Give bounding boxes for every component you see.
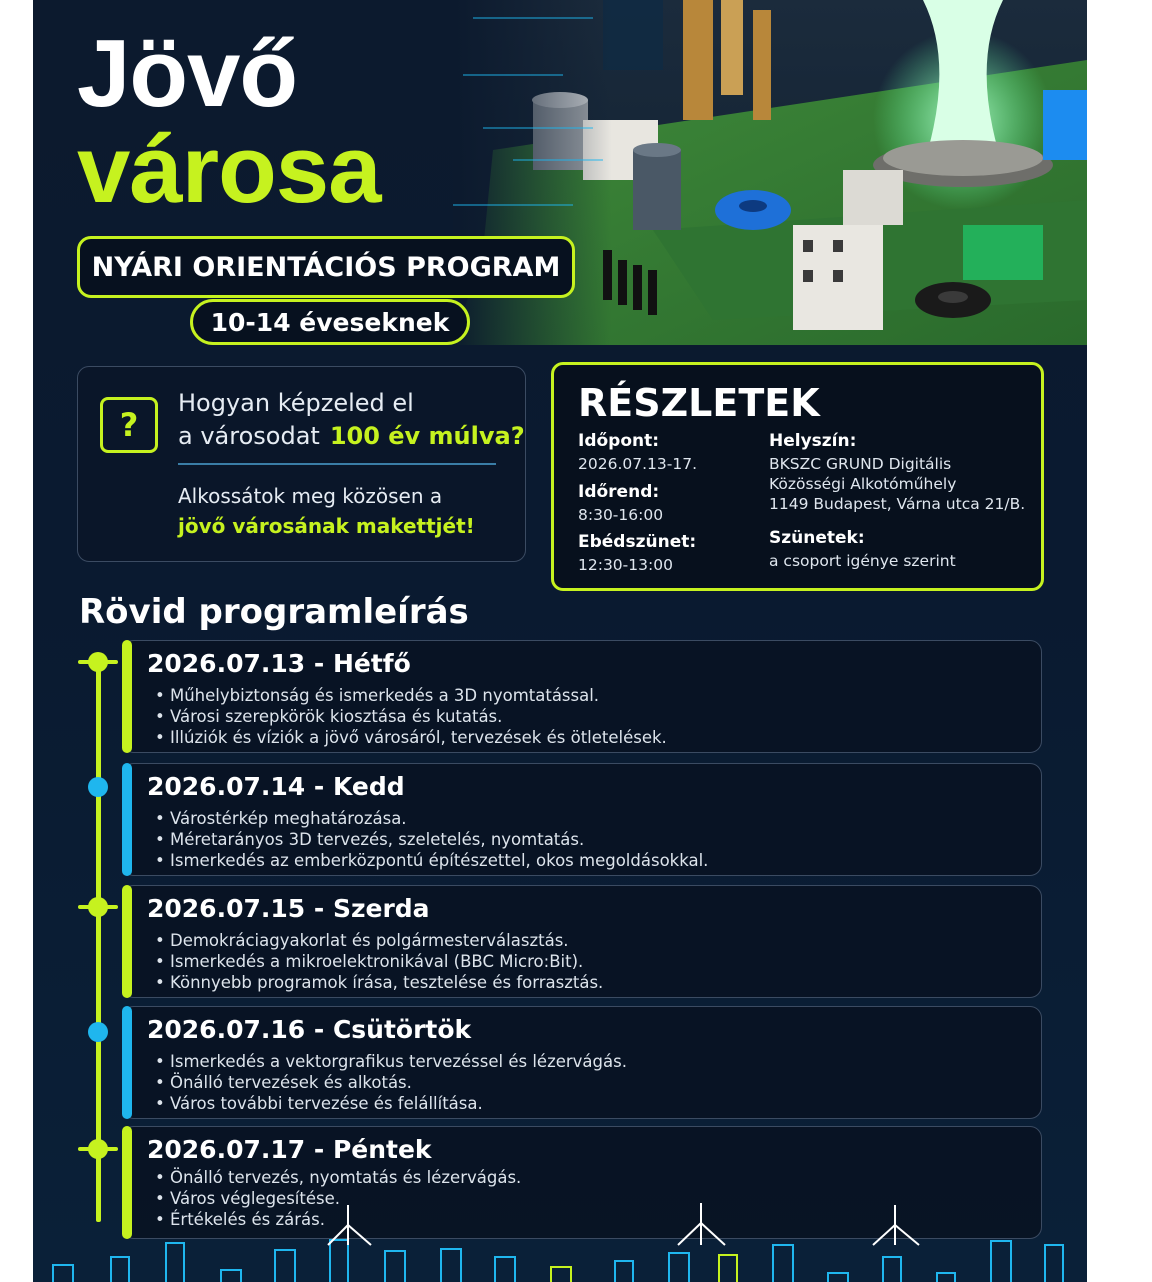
day-title: 2026.07.13 - Hétfő	[147, 649, 411, 678]
details-box	[551, 362, 1044, 591]
day-accent-bar	[122, 763, 132, 876]
list-item: • Méretarányos 3D tervezés, szeletelés, nyomtatás.	[155, 829, 708, 850]
day-title: 2026.07.14 - Kedd	[147, 772, 405, 801]
list-item: • Várostérkép meghatározása.	[155, 808, 708, 829]
list-item: • Város véglegesítése.	[155, 1188, 521, 1209]
day-item-list	[155, 808, 708, 871]
title-line-1: Jövő	[77, 20, 298, 127]
program-label-badge: NYÁRI ORIENTÁCIÓS PROGRAM	[77, 236, 575, 298]
poster	[33, 0, 1087, 1282]
day-item-list	[155, 930, 603, 993]
program-section-title: Rövid programleírás	[79, 592, 469, 632]
question-divider	[178, 463, 496, 465]
day-item-list	[155, 685, 667, 748]
question-line-4: jövő városának makettjét!	[178, 514, 475, 538]
list-item: • Önálló tervezés, nyomtatás és lézervágás.	[155, 1167, 521, 1188]
timeline-dot	[88, 897, 108, 917]
list-item: • Városi szerepkörök kiosztása és kutatás.	[155, 706, 667, 727]
location-line-3: 1149 Budapest, Várna utca 21/B.	[769, 495, 1026, 513]
location-line-2: Közösségi Alkotóműhely	[769, 475, 957, 493]
timeline-dot	[88, 777, 108, 797]
day-title: 2026.07.15 - Szerda	[147, 894, 430, 923]
list-item: • Önálló tervezések és alkotás.	[155, 1072, 627, 1093]
location-line-1: BKSZC GRUND Digitális	[769, 455, 952, 473]
list-item: • Illúziók és víziók a jövő városáról, tervezések és ötletelések.	[155, 727, 667, 748]
question-mark-icon: ?	[100, 397, 158, 453]
age-range-badge: 10-14 éveseknek	[190, 299, 470, 345]
day-card-wednesday	[122, 885, 1042, 998]
details-title: RÉSZLETEK	[578, 381, 820, 425]
day-accent-bar	[122, 885, 132, 998]
day-card-tuesday	[122, 763, 1042, 876]
timeline-dot	[88, 1139, 108, 1159]
day-title: 2026.07.16 - Csütörtök	[147, 1015, 472, 1044]
question-line-2	[178, 422, 525, 450]
list-item: • Ismerkedés az emberközpontú építészettel, okos megoldásokkal.	[155, 850, 708, 871]
day-card-monday	[122, 640, 1042, 753]
question-line-3: Alkossátok meg közösen a	[178, 484, 443, 508]
lunch-value: 12:30-13:00	[578, 556, 673, 574]
day-item-list	[155, 1051, 627, 1114]
schedule-value: 8:30-16:00	[578, 506, 664, 524]
day-accent-bar	[122, 1006, 132, 1119]
timeline-line	[96, 660, 101, 1222]
lunch-label: Ebédszünet:	[578, 532, 697, 552]
question-highlight: 100 év múlva?	[329, 422, 525, 450]
schedule-label: Időrend:	[578, 482, 660, 502]
timeline-dot	[88, 1022, 108, 1042]
list-item: • Értékelés és zárás.	[155, 1209, 521, 1230]
list-item: • Ismerkedés a mikroelektronikával (BBC Micro:Bit).	[155, 951, 603, 972]
breaks-label: Szünetek:	[769, 528, 865, 548]
title-line-2: városa	[77, 116, 381, 223]
date-value: 2026.07.13-17.	[578, 455, 697, 473]
timeline-dot	[88, 652, 108, 672]
date-label: Időpont:	[578, 431, 660, 451]
skyline-decoration	[33, 1195, 1087, 1282]
list-item: • Műhelybiztonság és ismerkedés a 3D nyomtatással.	[155, 685, 667, 706]
day-accent-bar	[122, 640, 132, 753]
list-item: • Könnyebb programok írása, tesztelése és forrasztás.	[155, 972, 603, 993]
question-line-1: Hogyan képzeled el	[178, 389, 414, 417]
day-card-thursday	[122, 1006, 1042, 1119]
question-box	[77, 366, 526, 562]
list-item: • Ismerkedés a vektorgrafikus tervezéssel és lézervágás.	[155, 1051, 627, 1072]
list-item: • Demokráciagyakorlat és polgármesterválasztás.	[155, 930, 603, 951]
breaks-value: a csoport igénye szerint	[769, 552, 956, 570]
list-item: • Város további tervezése és felállítása.	[155, 1093, 627, 1114]
day-title: 2026.07.17 - Péntek	[147, 1135, 432, 1164]
question-line-2-prefix: a városodat	[178, 422, 320, 450]
location-label: Helyszín:	[769, 431, 857, 451]
